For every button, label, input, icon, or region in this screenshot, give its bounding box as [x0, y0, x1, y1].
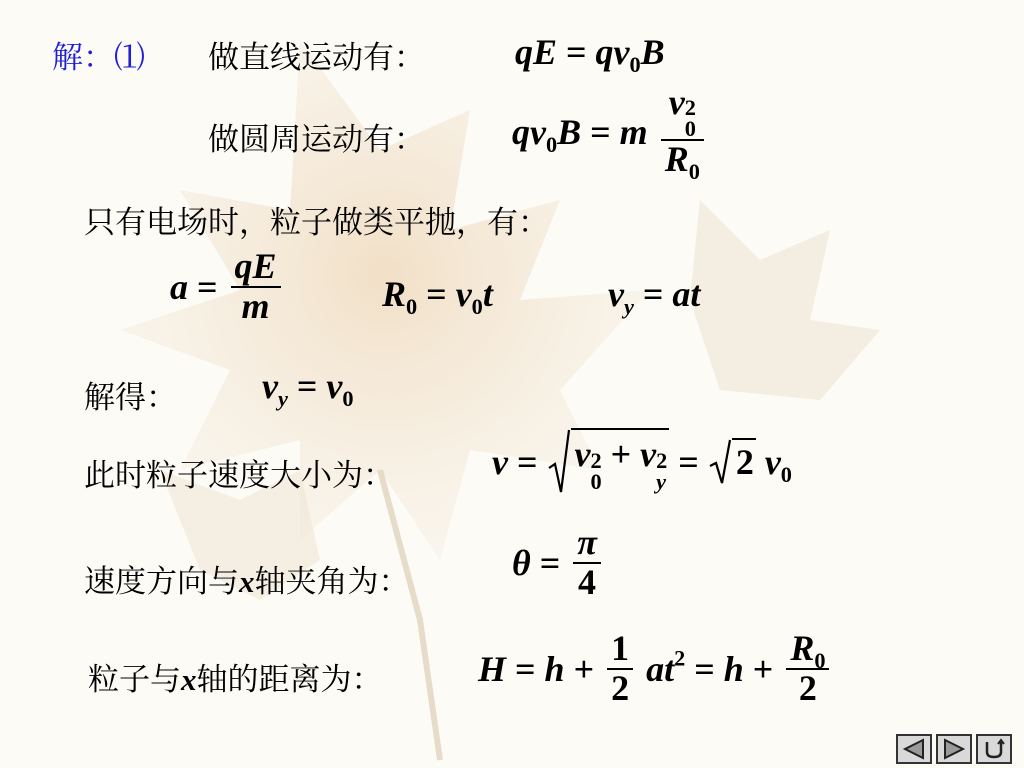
- line3-text: 只有电场时，粒子做类平抛，有：: [84, 205, 549, 241]
- line5-text: 此时粒子速度大小为：: [84, 458, 394, 494]
- equation-speed: v = v 2 0 + v 2 y = 2 $v_0$: [492, 428, 792, 496]
- solution-label: 解：⑴: [52, 40, 145, 76]
- equation-circular-motion: $qv_0B = m$ v 2 0 $R_0$: [512, 84, 708, 179]
- line7-text: 粒子与x轴的距离为：: [88, 662, 383, 698]
- line6-text: 速度方向与x轴夹角为：: [84, 564, 410, 600]
- equation-acceleration: a = $\frac{qE}{m}$: [170, 248, 285, 326]
- triangle-right-icon: [942, 738, 966, 760]
- line4-text: 解得：: [84, 380, 177, 416]
- equation-distance: H = h + $\frac{1}{2}$ $at^2 = h$ + $\frac{R_0}{2}$: [478, 630, 833, 708]
- slide-navigation: [896, 734, 1012, 764]
- equation-angle: θ = $\frac{\pi}{4}$: [512, 524, 605, 602]
- equation-straight-motion: qE = $qv_0B$: [515, 32, 665, 77]
- return-button[interactable]: [976, 734, 1012, 764]
- equation-radius: $R_0 = v_0t$: [382, 274, 493, 319]
- return-icon: [982, 738, 1006, 760]
- line1-text: 做直线运动有：: [208, 40, 425, 76]
- next-slide-button[interactable]: [936, 734, 972, 764]
- line2-text: 做圆周运动有：: [208, 122, 425, 158]
- triangle-left-icon: [902, 738, 926, 760]
- equation-vy: $v_y$ = at: [608, 274, 701, 319]
- prev-slide-button[interactable]: [896, 734, 932, 764]
- equation-result-vy: $v_y = v_0$: [262, 366, 354, 411]
